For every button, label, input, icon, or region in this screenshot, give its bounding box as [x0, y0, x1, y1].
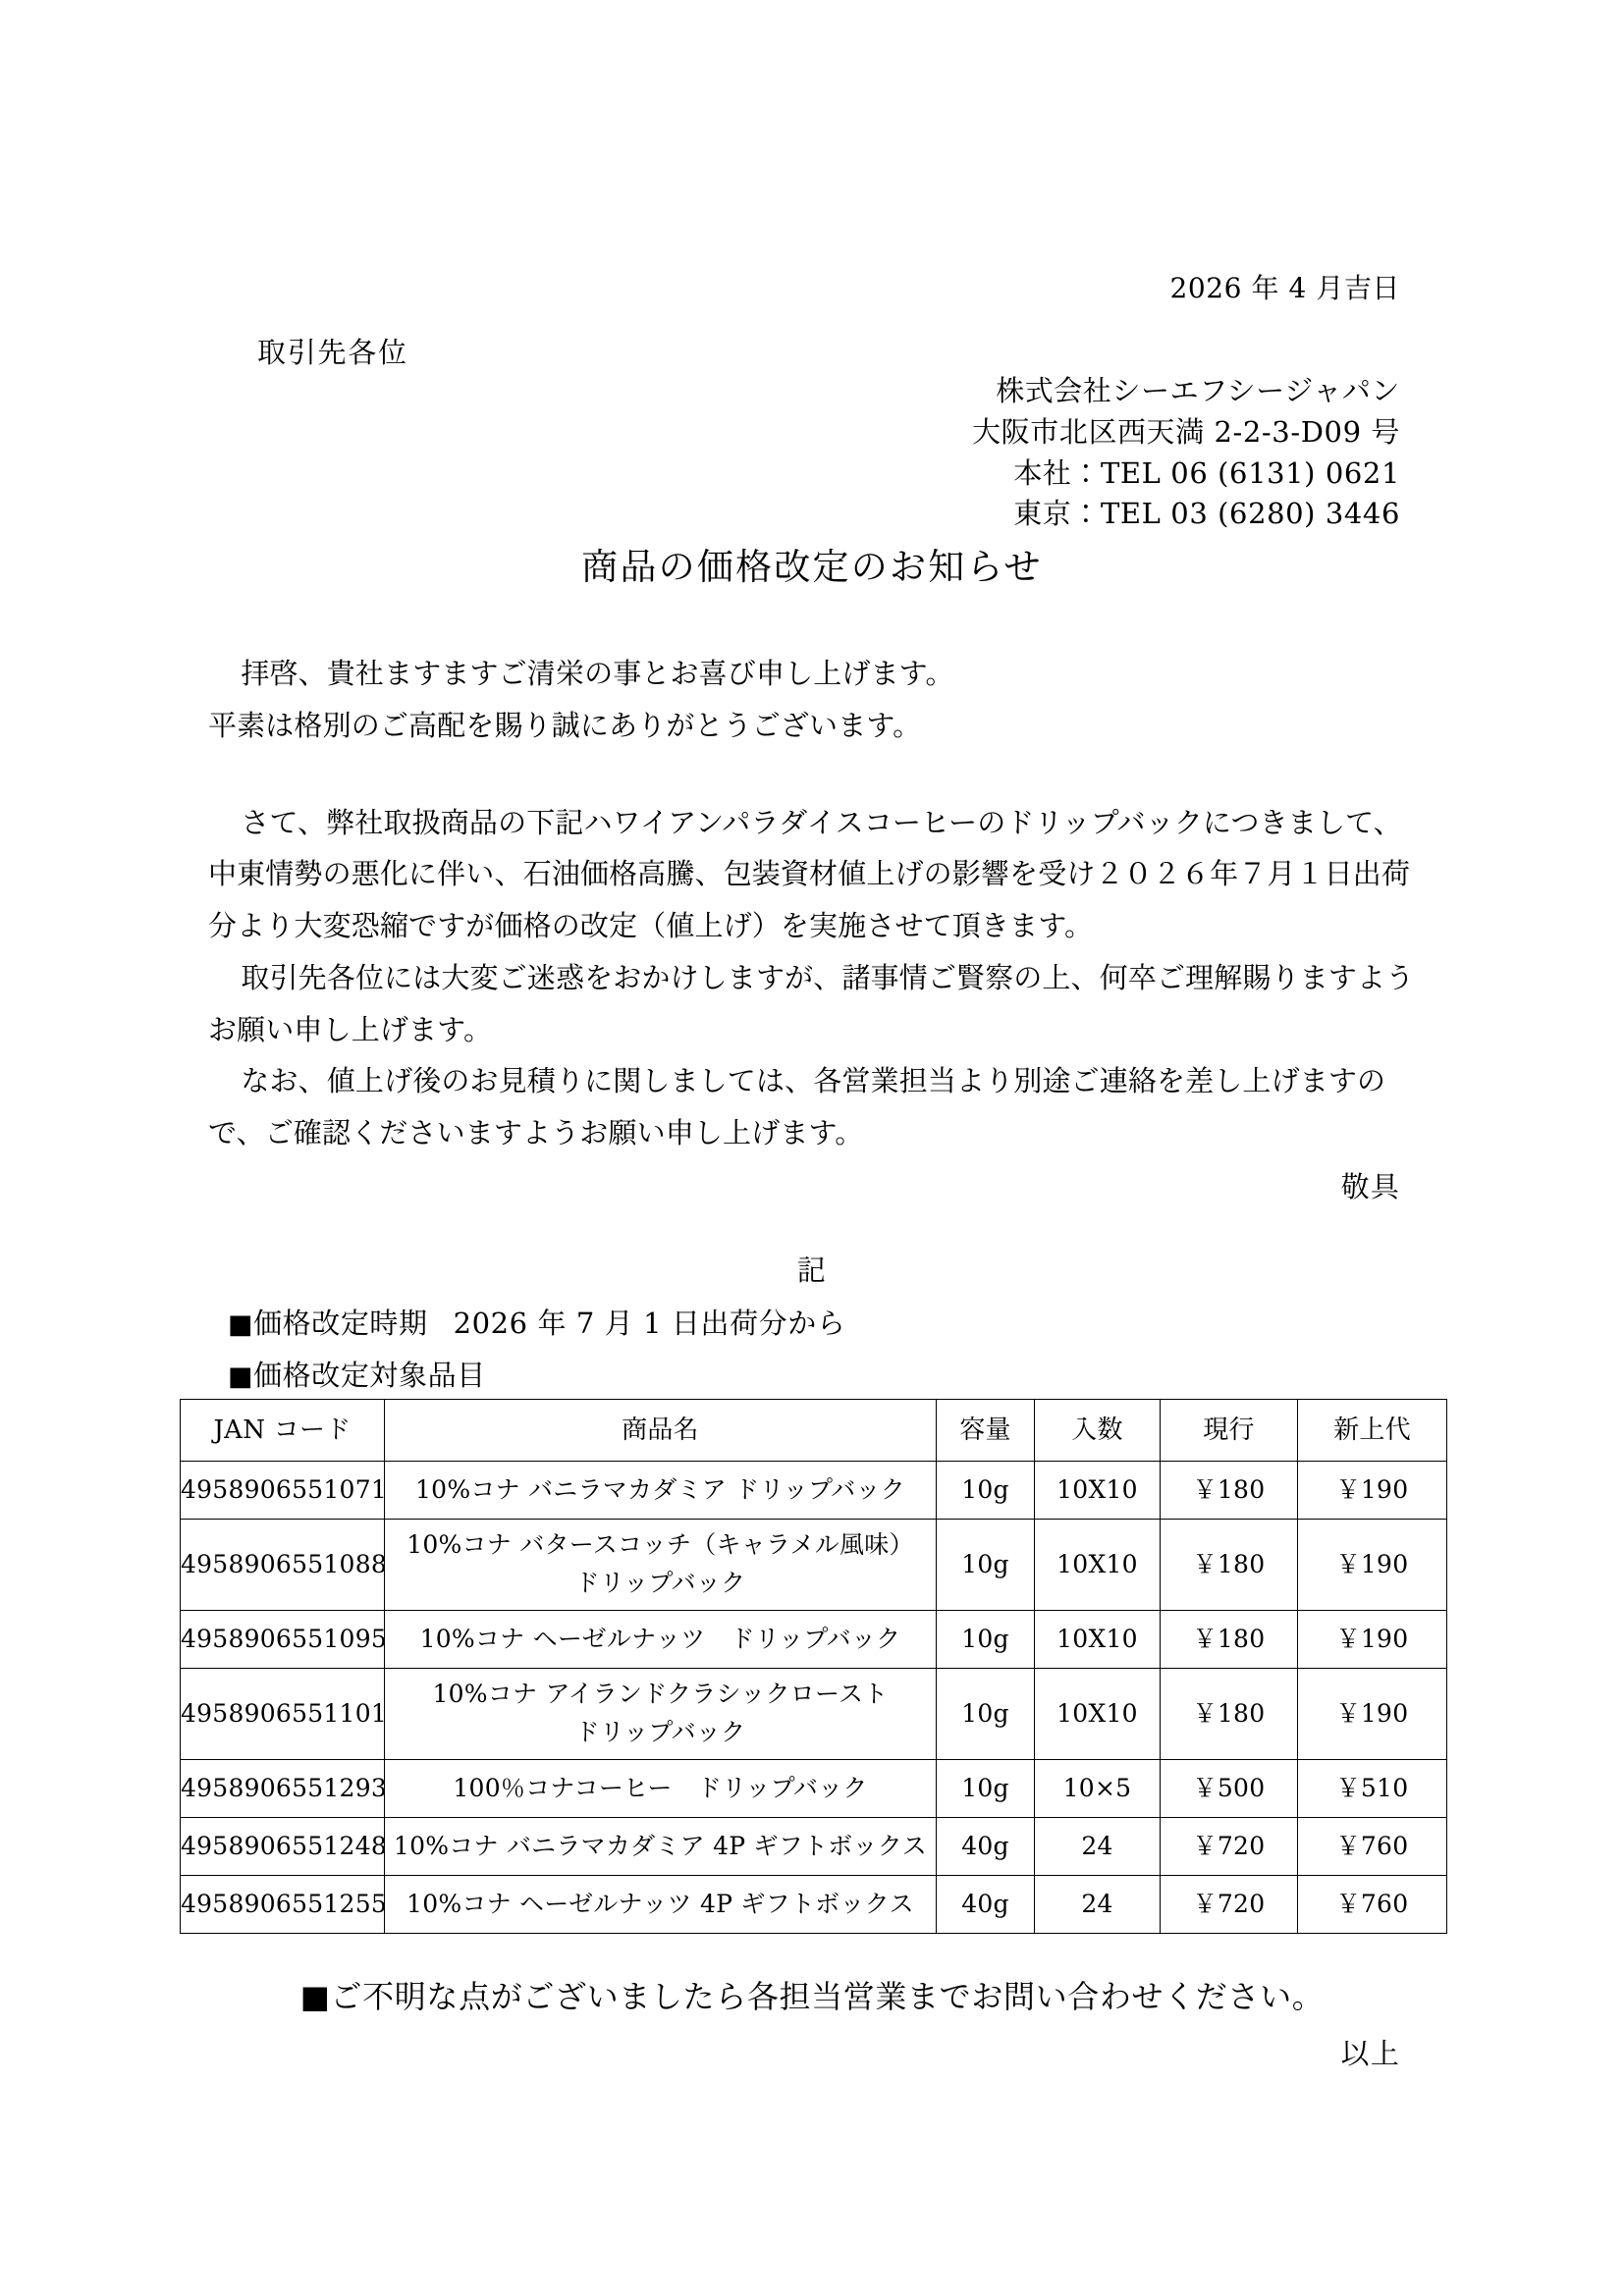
product-name-line-1: 10%コナ ヘーゼルナッツ ドリップバック — [419, 1624, 901, 1653]
recipient-line: 取引先各位 — [257, 336, 408, 369]
cell-current-price: ￥720 — [1161, 1818, 1298, 1876]
greeting-paragraph-1: 拝啓、貴社ますますご清栄の事とお喜び申し上げます。 — [241, 657, 954, 690]
cell-quantity: 24 — [1035, 1818, 1161, 1876]
sender-address: 大阪市北区西天満 2-2-3-D09 号 — [972, 414, 1400, 449]
cell-product-name — [385, 1520, 937, 1611]
cell-new-price: ￥510 — [1298, 1760, 1447, 1818]
cell-new-price: ￥190 — [1298, 1462, 1447, 1520]
cell-product-name — [385, 1818, 937, 1876]
bullet-square-icon: ■ — [228, 1362, 254, 1392]
greeting-paragraph-2: 平素は格別のご高配を賜り誠にありがとうございます。 — [208, 708, 922, 742]
cell-new-price: ￥190 — [1298, 1611, 1447, 1669]
cell-quantity: 10X10 — [1035, 1462, 1161, 1520]
section-items-label: 価格改定対象品目 — [253, 1359, 486, 1392]
cell-current-price: ￥180 — [1161, 1520, 1298, 1611]
cell-volume: 40g — [937, 1818, 1035, 1876]
section-items — [228, 1354, 486, 1394]
product-name-line-1: 10%コナ アイランドクラシックロースト — [432, 1680, 889, 1709]
table-row — [181, 1818, 1447, 1876]
cell-product-name — [385, 1611, 937, 1669]
section-timing — [228, 1302, 845, 1342]
table-row — [181, 1611, 1447, 1669]
letter-body — [208, 648, 1416, 1159]
cell-current-price: ￥720 — [1161, 1876, 1298, 1934]
cell-volume: 10g — [937, 1520, 1035, 1611]
document-date: 2026 年 4 月吉日 — [1169, 272, 1400, 304]
table-row — [181, 1520, 1447, 1611]
table-header-row — [181, 1400, 1447, 1462]
cell-current-price: ￥180 — [1161, 1669, 1298, 1760]
column-header-jan: JAN コード — [181, 1400, 385, 1462]
price-revision-table — [180, 1399, 1447, 1934]
cell-new-price: ￥190 — [1298, 1669, 1447, 1760]
product-name-line-1: 10%コナ バニラマカダミア ドリップバック — [415, 1474, 905, 1504]
paragraph-spacer — [208, 752, 1416, 797]
sender-tel-head-office: 本社：TEL 06 (6131) 0621 — [1013, 455, 1400, 490]
cell-jan: 4958906551248 — [181, 1818, 385, 1876]
column-header-name: 商品名 — [385, 1400, 937, 1462]
body-paragraph-1: さて、弊社取扱商品の下記ハワイアンパラダイスコーヒーのドリップバックにつきまして、中東情勢の悪化に伴い、石油価格高騰、包装資材値上げの影響を受け２０２６年７月１日出荷分より大変恐縮ですが価格の改定（値上げ）を実施させて頂きます。 — [208, 805, 1411, 943]
cell-jan: 4958906551088 — [181, 1520, 385, 1611]
column-header-new-price: 新上代 — [1298, 1400, 1447, 1462]
cell-new-price: ￥760 — [1298, 1876, 1447, 1934]
cell-new-price: ￥760 — [1298, 1818, 1447, 1876]
table-row — [181, 1669, 1447, 1760]
section-timing-value: 2026 年 7 月 1 日出荷分から — [453, 1307, 846, 1340]
sender-tel-tokyo: 東京：TEL 03 (6280) 3446 — [1013, 497, 1400, 531]
ki-mark: 記 — [796, 1254, 828, 1287]
cell-current-price: ￥500 — [1161, 1760, 1298, 1818]
cell-jan: 4958906551255 — [181, 1876, 385, 1934]
product-name-line-1: 10%コナ バニラマカダミア 4P ギフトボックス — [393, 1831, 928, 1860]
table-row — [181, 1876, 1447, 1934]
column-header-quantity: 入数 — [1035, 1400, 1161, 1462]
closing-salutation: 敬具 — [1340, 1170, 1400, 1203]
table-row — [181, 1760, 1447, 1818]
product-name-line-1: 10%コナ ヘーゼルナッツ 4P ギフトボックス — [406, 1889, 914, 1918]
cell-volume: 10g — [937, 1669, 1035, 1760]
cell-volume: 10g — [937, 1611, 1035, 1669]
cell-jan: 4958906551101 — [181, 1669, 385, 1760]
cell-quantity: 10X10 — [1035, 1611, 1161, 1669]
table-row — [181, 1462, 1447, 1520]
cell-volume: 10g — [937, 1462, 1035, 1520]
column-header-volume: 容量 — [937, 1400, 1035, 1462]
cell-current-price: ￥180 — [1161, 1611, 1298, 1669]
cell-volume: 10g — [937, 1760, 1035, 1818]
sender-address-block — [972, 371, 1400, 535]
bullet-square-icon: ■ — [228, 1309, 254, 1340]
cell-quantity: 10X10 — [1035, 1520, 1161, 1611]
cell-quantity: 10X10 — [1035, 1669, 1161, 1760]
cell-new-price: ￥190 — [1298, 1520, 1447, 1611]
cell-jan: 4958906551095 — [181, 1611, 385, 1669]
sender-company: 株式会社シーエフシージャパン — [996, 374, 1400, 407]
column-header-current-price: 現行 — [1161, 1400, 1298, 1462]
page-title: 商品の価格改定のお知らせ — [581, 546, 1043, 588]
cell-product-name — [385, 1462, 937, 1520]
footer-end-mark: 以上 — [1340, 2037, 1400, 2070]
product-name-line-1: 100％コナコーヒー ドリップバック — [453, 1773, 868, 1802]
cell-jan: 4958906551071 — [181, 1462, 385, 1520]
product-name-line-2: ドリップバック — [574, 1718, 746, 1746]
cell-product-name — [385, 1760, 937, 1818]
footer-contact-note: ■ご不明な点がございましたら各担当営業までお問い合わせください。 — [299, 1978, 1325, 2015]
cell-current-price: ￥180 — [1161, 1462, 1298, 1520]
cell-product-name — [385, 1876, 937, 1934]
product-name-line-2: ドリップバック — [574, 1569, 746, 1597]
body-paragraph-2: 取引先各位には大変ご迷惑をおかけしますが、諸事情ご賢察の上、何卒ご理解賜りますようお願い申し上げます。 — [208, 960, 1415, 1046]
cell-product-name — [385, 1669, 937, 1760]
product-name-line-1: 10%コナ バタースコッチ（キャラメル風味） — [406, 1530, 914, 1560]
cell-quantity: 24 — [1035, 1876, 1161, 1934]
section-timing-label: 価格改定時期 — [253, 1307, 428, 1340]
cell-jan: 4958906551293 — [181, 1760, 385, 1818]
table-body — [181, 1462, 1447, 1934]
cell-volume: 40g — [937, 1876, 1035, 1934]
body-paragraph-3: なお、値上げ後のお見積りに関しましては、各営業担当より別途ご連絡を差し上げますので、ご確認くださいますようお願い申し上げます。 — [208, 1064, 1386, 1150]
cell-quantity: 10×5 — [1035, 1760, 1161, 1818]
